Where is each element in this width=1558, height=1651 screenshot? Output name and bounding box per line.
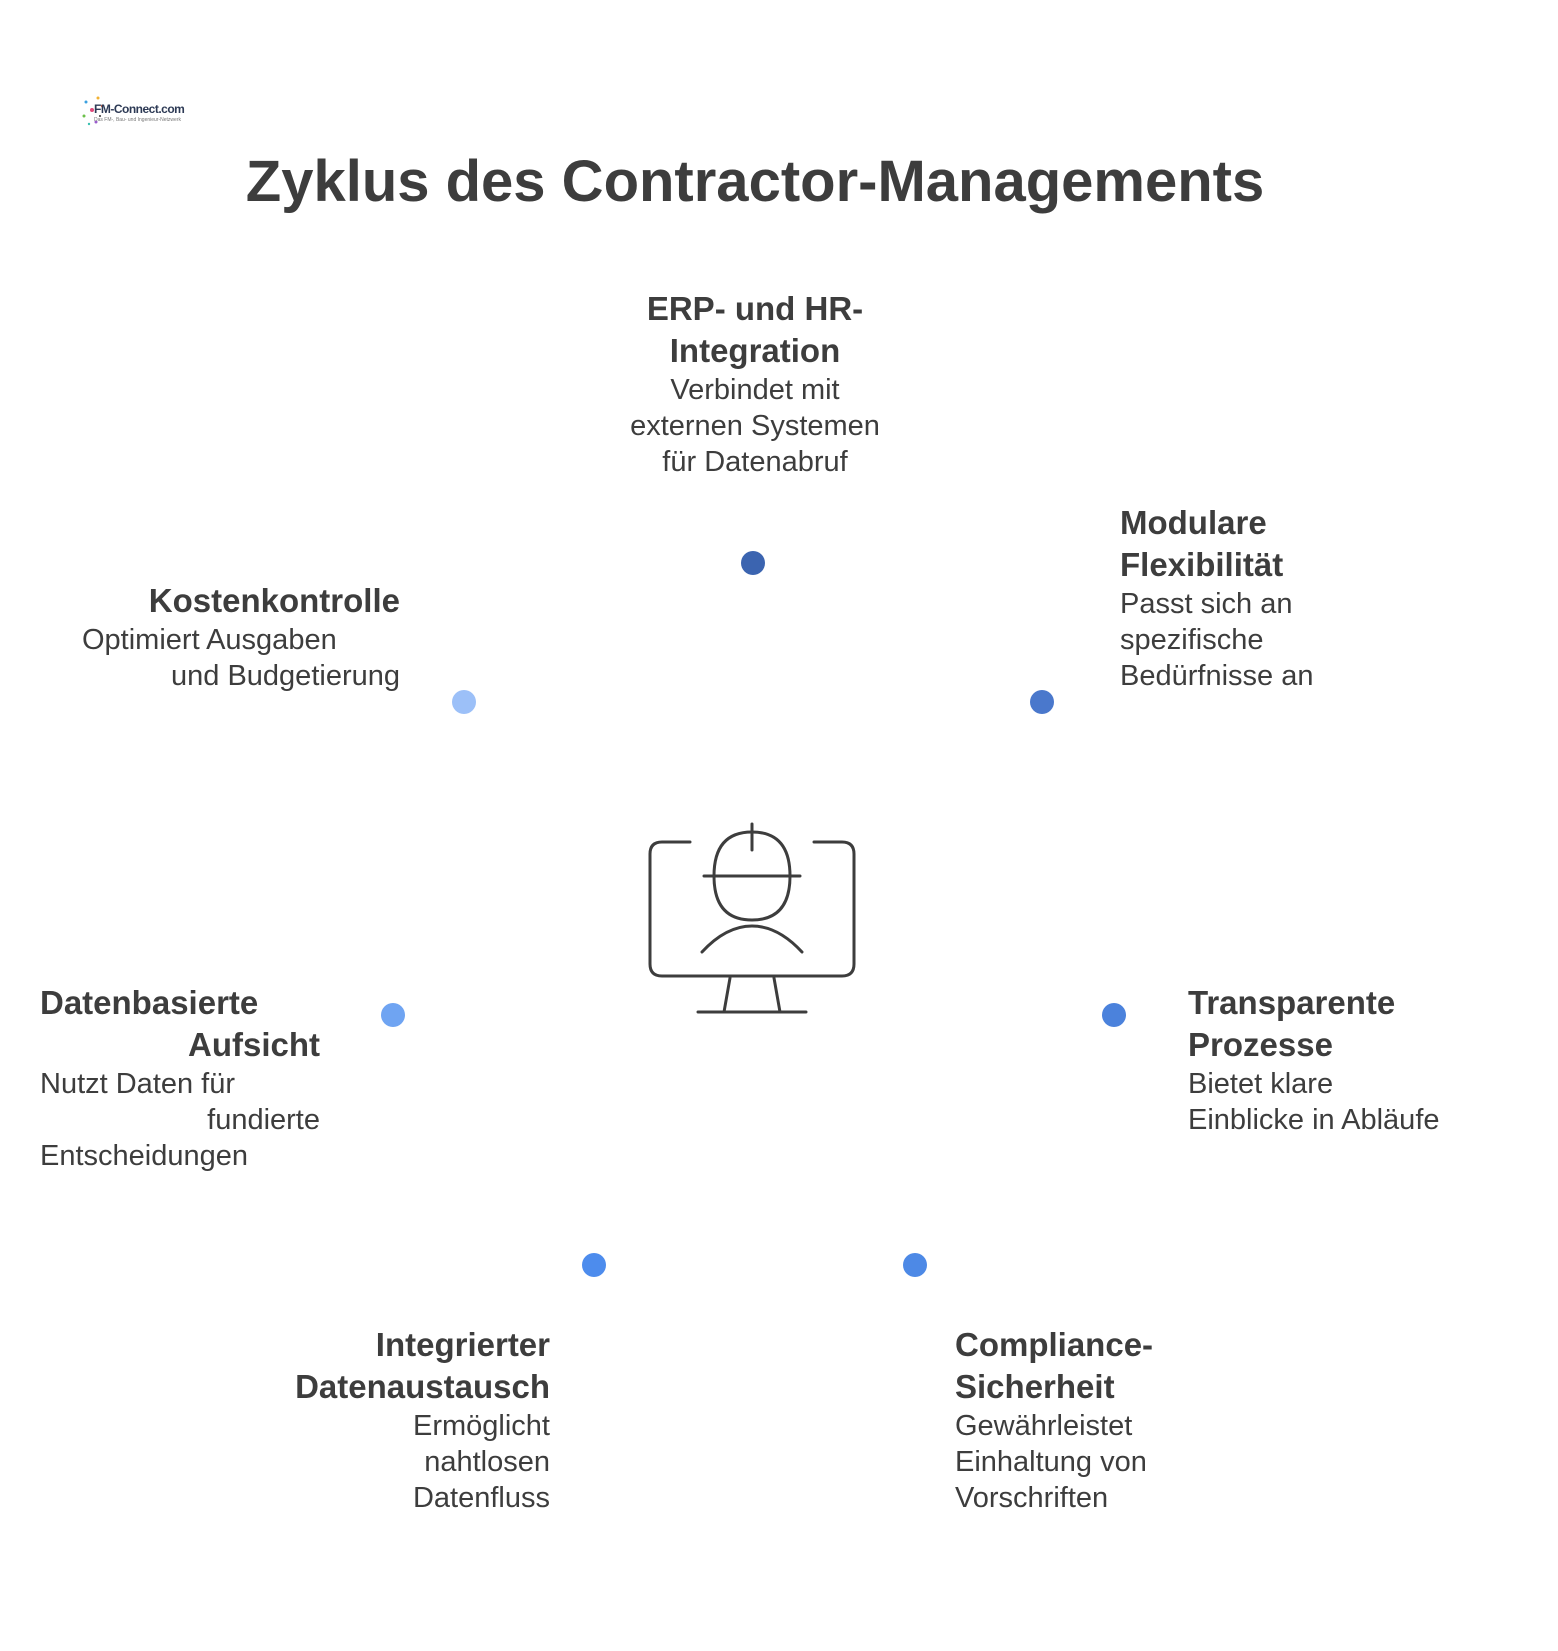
node-description: Bietet klare Einblicke in Abläufe [1188, 1068, 1440, 1136]
logo-subtext: Das FM-, Bau- und Ingenieur-Netzwerk [94, 117, 181, 123]
node-cost-control [60, 580, 400, 694]
logo [80, 90, 185, 130]
node-title: Integrierter Datenaustausch [295, 1326, 550, 1405]
node-description: Gewährleistet Einhaltung von Vorschriften [955, 1410, 1147, 1514]
logo-text: FM-Connect.com [94, 102, 185, 116]
node-description: Verbindet mit externen Systemen für Datenabruf [630, 374, 880, 478]
node-data-driven-oversight [40, 982, 320, 1174]
dot-erp [741, 551, 765, 575]
node-description: Nutzt Daten für fundierte Entscheidungen [40, 1068, 320, 1172]
dot-datadriven [381, 1003, 405, 1027]
node-description: Ermöglicht nahtlosen Datenfluss [412, 1410, 550, 1514]
node-title: Modulare Flexibilität [1120, 504, 1284, 583]
node-erp-hr-integration [590, 288, 920, 480]
dot-compliance [903, 1253, 927, 1277]
node-title: Transparente Prozesse [1188, 984, 1396, 1063]
dot-cost [452, 690, 476, 714]
node-compliance-security [955, 1324, 1255, 1516]
node-integrated-data-exchange [250, 1324, 550, 1516]
node-modular-flexibility [1120, 502, 1420, 694]
dot-transparent [1102, 1003, 1126, 1027]
node-description: Optimiert Ausgaben und Budgetierung [82, 624, 400, 692]
node-title: Datenbasierte Aufsicht [40, 984, 320, 1063]
dot-modular [1030, 690, 1054, 714]
node-title: Kostenkontrolle [148, 582, 400, 619]
contractor-monitor-icon [646, 822, 858, 1026]
dot-integrated [582, 1253, 606, 1277]
node-description: Passt sich an spezifische Bedürfnisse an [1120, 588, 1314, 692]
node-title: Compliance- Sicherheit [955, 1326, 1154, 1405]
node-title: ERP- und HR- Integration [646, 290, 864, 369]
page-title: Zyklus des Contractor-Managements [245, 149, 1265, 214]
node-transparent-processes [1188, 982, 1508, 1138]
